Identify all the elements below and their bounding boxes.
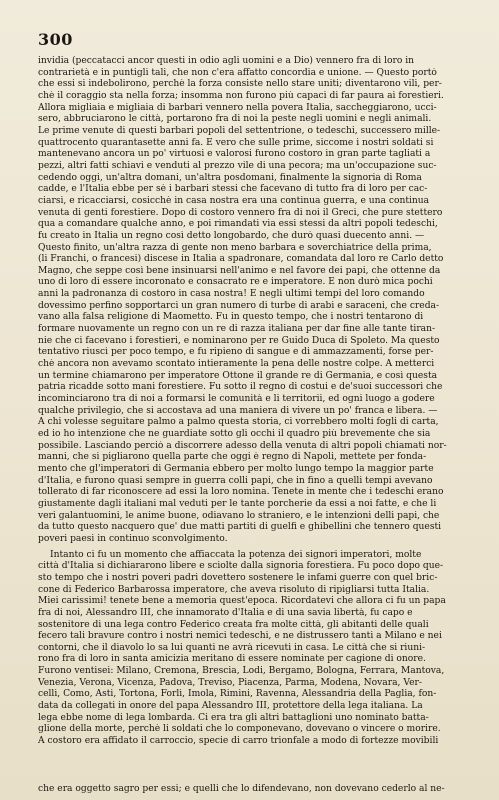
text-line: Allora migliaia e migliaia di barbari vennero nella povera Italia, saccheggiarono, ucci-: [38, 102, 437, 113]
text-line: pezzi, altri fatti schiavi e venduti al prezzo vile di una pecora; ma un'occupazione suc-: [38, 160, 437, 171]
text-line: fu creato in Italia un regno così detto longobardo, che durò quasi duecento anni. —: [38, 230, 425, 241]
text-line: sto tempo che i nostri poveri padri dovettero sostenere le infami guerre con quel bric-: [38, 572, 438, 583]
text-line: data da collegati in onore del papa Alessandro III, protettore della lega italiana. La: [38, 701, 423, 712]
text-line: Miei carissimi! tenete bene a memoria quest'epoca. Ricordatevi che allora ci fu un papa: [38, 596, 446, 607]
page-number: 300: [38, 30, 73, 49]
text-line: quattrocento quarantasette anni fa. E vero che sulle prime, siccome i nostri soldati si: [38, 137, 434, 148]
text-line: rono fra di loro in santa amicizia meritano di essere nominate per cagione di onore.: [38, 654, 426, 665]
text-line: qualche privilegio, che si accostava ad una maniera di vivere un po' franca e libera. —: [38, 405, 438, 416]
text-line: invidia (peccatacci ancor questi in odio agli uomini e a Dio) vennero fra di loro in: [38, 56, 415, 66]
text-line: fra di noi, Alessandro III, che innamorato d'Italia e di una savia libertà, fu capo e: [38, 607, 413, 618]
text-line: città d'Italia si dichiararono libere e sciolte dalla signoria forestiera. Fu poco dopo que-: [38, 561, 444, 572]
text-line: incominciarono tra di noi a formarsi le comunità e li territorii, ed ogni luogo a godere: [38, 394, 435, 405]
text-line: che essi si indebolirono, perchè la forza consiste nello stare uniti; diventarono vili, per-: [38, 79, 442, 90]
text-line: sostenitore di una lega contro Federico creata fra molte città, gli abitanti delle quali: [38, 619, 429, 630]
text-line: Le prime venute di questi barbari popoli del settentrione, o tedeschi, successero mille-: [38, 125, 441, 136]
text-line: (li Franchi, o francesi) discese in Italia a spadronare, comandata dal loro re Carlo detto: [38, 254, 444, 265]
text-line: fecero tali bravure contro i nostri nemici tedeschi, e ne distrussero tanti a Milano e nei: [38, 631, 442, 642]
text-line: manni, che si pigliarono quella parte che oggi è regno di Napoli, mettete per fonda-: [38, 452, 427, 463]
text-line: possibile. Lasciando perciò a discorrere adesso della venuta di altri popoli chiamati nor-: [38, 440, 447, 451]
text-line: Questo finito, un'altra razza di gente non meno barbara e soverchiatrice della prima,: [38, 242, 432, 253]
text-line: lega ebbe nome di lega lombarda. Ci era tra gli altri battaglioni uno nominato batta-: [38, 712, 429, 723]
text-line: nie che ci facevano i forestieri, e nominarono per re Guido Duca di Spoleto. Ma questo: [38, 335, 440, 346]
text-line: contorni, che il diavolo lo sa lui quanti ne avrà ricevuti in casa. Le città che si riuni-: [38, 642, 426, 653]
body-text: [38, 56, 470, 748]
text-line: d'Italia, e furono quasi sempre in guerra colli papi, che in fino a quelli tempi avevano: [38, 475, 433, 486]
text-line: vano alla falsa religione di Maometto. Fu in questo tempo, che i nostri tentarono di: [38, 312, 424, 323]
text-line: Intanto ci fu un momento che affiaccata la potenza dei signori imperatori, molte: [50, 549, 422, 560]
text-line: A costoro era affidato il carroccio, specie di carro trionfale a modo di fortezze movibili: [38, 736, 439, 747]
text-line: mento che gl'imperatori di Germania ebbero per molto lungo tempo la maggior parte: [38, 463, 434, 474]
text-line: mantenevano ancora un po' virtuosi e valorosi furono costoro in gran parte tagliati a: [38, 149, 431, 160]
text-line: anni la padronanza di costoro in casa nostra! E negli ultimi tempi del loro comando: [38, 289, 425, 300]
text-line: ciarsi, e ricacciarsi, cosicchè in casa nostra era una continua guerra, e una continua: [38, 195, 430, 206]
text-line: formare nuovamente un regno con un re di razza italiana per dar fine alle tante tiran-: [38, 324, 436, 335]
text-line: ed io ho intenzione che ne guardiate sotto gli occhi il quadro più brevemente che sia: [38, 429, 431, 439]
text-line: veri galantuomini, le anime buone, odiavano lo straniero, e le intenzioni delli papi, che: [38, 510, 440, 521]
text-line: chè ancora non avevamo scontato intieramente la pena delle nostre colpe. A metterci: [38, 359, 435, 370]
text-line: Magno, che seppe così bene insinuarsi nell'animo e nel favore dei papi, che ottenne da: [38, 265, 441, 276]
text-line: cedendo oggi, un'altra domani, un'altra posdomani, finalmente la signoria di Roma: [38, 172, 422, 183]
text-line: Furono ventisei: Milano, Cremona, Brescia, Lodi, Bergamo, Bologna, Ferrara, Mantova,: [38, 666, 445, 677]
text-line: contrarietà e in puntigli tali, che non c'era affatto concordia e unione. — Questo portò: [38, 67, 437, 78]
text-line: tentativo riuscì per poco tempo, e fu ripieno di sangue e di ammazzamenti, forse per-: [38, 347, 434, 358]
text-line: patria ricadde sotto mani forestiere. Fu sotto il regno di costui e de'suoi successori che: [38, 382, 443, 393]
text-line: poveri paesi in continuo sconvolgimento.: [38, 533, 228, 544]
text-line: giustamente dagli italiani mal veduti per le tante porcherie da essi a noi fatte, e che li: [38, 498, 437, 509]
text-line: cadde, e l'Italia ebbe per sè i barbari stessi che facevano di tutto fra di loro per cac-: [38, 184, 428, 195]
text-line: tollerato di far riconoscere ad essi la loro nomina. Tenete in mente che i tedeschi erano: [38, 487, 444, 498]
text-line: un termine chiamarono per imperatore Ottone il grande re di Germania, e così questa: [38, 370, 438, 381]
text-line: uno di loro di essere incoronato e consacrato re e imperatore. E non durò mica pochi: [38, 277, 433, 288]
text-line: Venezia, Verona, Vicenza, Padova, Treviso, Piacenza, Parma, Modena, Novara, Ver-: [38, 677, 422, 688]
text-line: sero, abbruciarono le città, portarono fra di noi la peste negli uomini e negli animali.: [38, 114, 432, 125]
text-line: qua a comandare qualche anno, e poi rimandati via essi stessi da altri popoli tedeschi,: [38, 219, 438, 230]
last-line: che era oggetto sagro per essi; e quelli che lo difendevano, non dovevano cederlo al ne-: [38, 784, 445, 794]
text-line: da tutto questo nacquero que' due matti partiti di guelfi e ghibellini che tennero questi: [38, 522, 442, 533]
text-line: dovessimo perfino sopportarci un gran numero di turbe di arabi e saraceni, che creda-: [38, 300, 440, 311]
text-line: cone di Federico Barbarossa imperatore, che aveva risoluto di ripigliarsi tutta Italia.: [38, 584, 430, 595]
text-line: venuta di genti forestiere. Dopo di costoro vennero fra di noi il Greci, che pure stettero: [38, 207, 443, 218]
text-line: chè il coraggio sta nella forza; insomma non furono più capaci di far paura ai forestieri.: [38, 90, 444, 101]
text-line: celli, Como, Asti, Tortona, Forlì, Imola, Rimini, Ravenna, Alessandria della Paglia, fon-: [38, 689, 437, 700]
text-line: glione della morte, perchè li soldati che lo componevano, dovevano o vincere o morire.: [38, 724, 441, 735]
text-line: A chi volesse seguitare palmo a palmo questa storia, ci vorrebbero molti fogli di carta,: [38, 417, 439, 428]
